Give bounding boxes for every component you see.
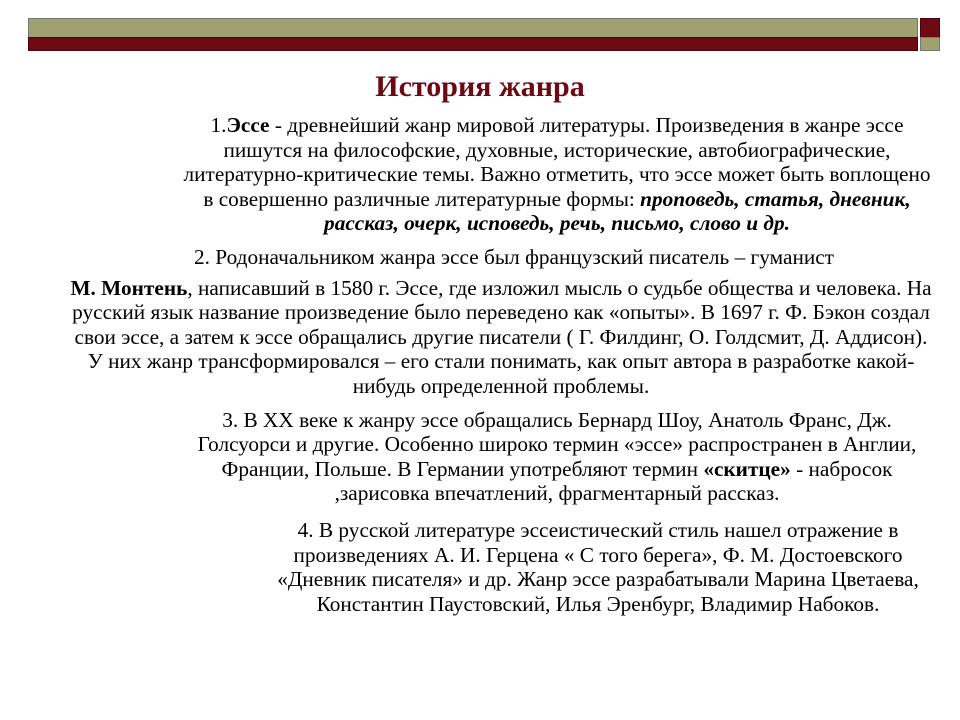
paragraph-2-text: , написавший в 1580 г. Эссе, где изложил мысль о судьбе общества и человека. На русский язык название произведение было переведено как «опыты». В 1697 г. Ф. Бэкон создал свои эссе, а затем к эссе обращались другие писатели ( Г. Филдинг, О. Голдсмит, Д. Аддисон). У них жанр трансформировался – его стали понимать, как опыт автора в разработке какой-нибудь определенной проблемы. (72, 275, 932, 398)
slide-body (6, 113, 936, 625)
paragraph-3-text: 3. В XX веке к жанру эссе обращались Бернард Шоу, Анатоль Франс, Дж. Голсуорси и другие. Особенно широко термин «эссе» распространен в Англии, Франции, Польше. В Германии употребляют термин (197, 407, 917, 481)
slide-title: История жанра (375, 70, 585, 103)
paragraph-1-text: - древнейший жанр мировой литературы. Произведения в жанре эссе пишутся на философские, духовные, исторические, автобиографические, литературно-критические темы. Важно отметить, что эссе может быть воплощено в совершенно различные литературные формы: (183, 113, 931, 211)
corner-square-red (920, 18, 940, 38)
paragraph-2 (6, 276, 936, 399)
header-bar-red (28, 37, 918, 51)
paragraph-3-term: «скитце» (703, 456, 791, 481)
header-bar-olive (28, 18, 918, 38)
paragraph-1-number: 1. (210, 113, 227, 137)
paragraph-3-tail: - набросок ,зарисовка впечатлений, фрагментарный рассказ. (334, 456, 893, 506)
paragraph-3 (6, 408, 936, 506)
paragraph-2-lead: 2. Родоначальником жанра эссе был французский писатель – гуманист (193, 244, 834, 269)
paragraph-1 (6, 113, 936, 236)
paragraph-4: 4. В русской литературе эссеистический стиль нашел отражение в произведениях А. И. Герцена « С того берега», Ф. М. Достоевского «Дневник писателя» и др. Жанр эссе разрабатывали Марина Цветаева, Константин Паустовский, Илья Эренбург, Владимир Набоков. (277, 517, 919, 616)
paragraph-1-forms: проповедь, статья, дневник, рассказ, очерк, исповедь, речь, письмо, слово и др. (324, 186, 911, 236)
paragraph-2-name: М. Монтень (70, 275, 188, 300)
corner-square-olive (920, 37, 940, 51)
paragraph-1-term: Эссе (226, 113, 270, 137)
